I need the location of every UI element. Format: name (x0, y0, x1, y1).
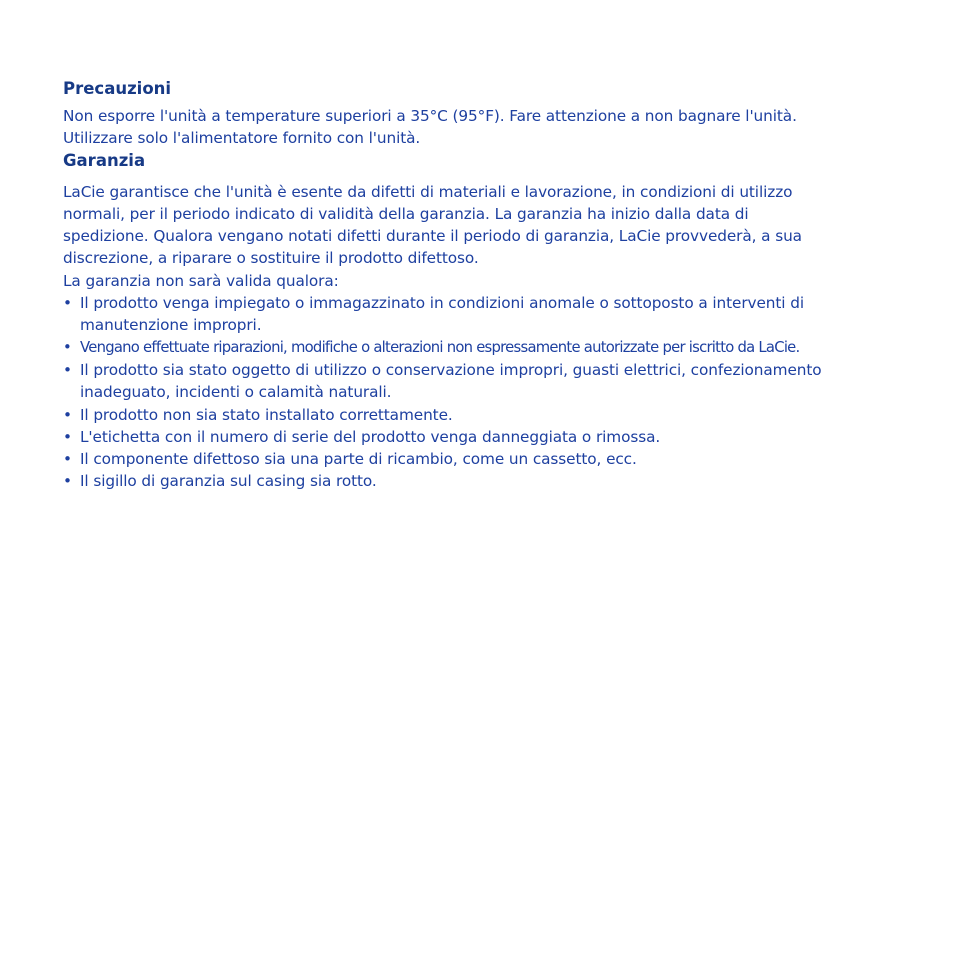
bullet-icon: • (63, 472, 72, 491)
bullet-icon: • (63, 450, 72, 469)
bullet-icon: • (63, 338, 71, 356)
heading-garanzia: Garanzia (63, 150, 146, 170)
list-item-line: Il componente difettoso sia una parte di ricambio, come un cassetto, ecc. (80, 450, 637, 469)
list-item (63, 404, 903, 426)
garanzia-paragraph (63, 181, 903, 270)
list-item (63, 337, 903, 359)
paragraph-line: Utilizzare solo l'alimentatore fornito con l'unità. (63, 129, 421, 148)
paragraph-line: Non esporre l'unità a temperature superiori a 35°C (95°F). Fare attenzione a non bagnare l'unità. (63, 107, 797, 125)
precauzioni-paragraph (63, 105, 903, 150)
list-item (63, 470, 903, 492)
paragraph-line: normali, per il periodo indicato di validità della garanzia. La garanzia ha inizio dalla data di (63, 204, 749, 223)
list-item-line: Il prodotto venga impiegato o immagazzinato in condizioni anomale o sottoposto a interventi di (80, 294, 804, 313)
exclusion-list (63, 292, 903, 493)
list-item-line: Il sigillo di garanzia sul casing sia rotto. (80, 472, 377, 491)
list-item (63, 292, 903, 337)
bullet-icon: • (63, 294, 72, 313)
paragraph-line: spedizione. Qualora vengano notati difetti durante il periodo di garanzia, LaCie provvederà, a sua (63, 227, 802, 246)
list-item-line: L'etichetta con il numero di serie del prodotto venga danneggiata o rimossa. (80, 427, 661, 446)
garanzia-intro: La garanzia non sarà valida qualora: (63, 271, 339, 290)
heading-precauzioni: Precauzioni (63, 79, 172, 98)
bullet-icon: • (63, 427, 72, 446)
section-garanzia (63, 150, 903, 493)
list-item-line: Il prodotto non sia stato installato correttamente. (80, 405, 453, 424)
document-page (63, 78, 903, 493)
paragraph-line: LaCie garantisce che l'unità è esente da difetti di materiali e lavorazione, in condizioni di utilizzo (63, 182, 793, 201)
list-item (63, 359, 903, 404)
list-item-line: Il prodotto sia stato oggetto di utilizzo o conservazione impropri, guasti elettrici, confezionamento (80, 360, 822, 379)
paragraph-line: discrezione, a riparare o sostituire il prodotto difettoso. (63, 249, 479, 268)
list-item (63, 448, 903, 470)
list-item-line: inadeguato, incidenti o calamità naturali. (80, 383, 392, 402)
list-item (63, 426, 903, 448)
list-item-line: manutenzione impropri. (80, 316, 262, 335)
section-precauzioni (63, 78, 903, 150)
bullet-icon: • (63, 405, 72, 424)
list-item-line: Vengano effettuate riparazioni, modifiche o alterazioni non espressamente autorizzate per iscritto da LaCie. (80, 338, 800, 356)
bullet-icon: • (63, 360, 72, 379)
